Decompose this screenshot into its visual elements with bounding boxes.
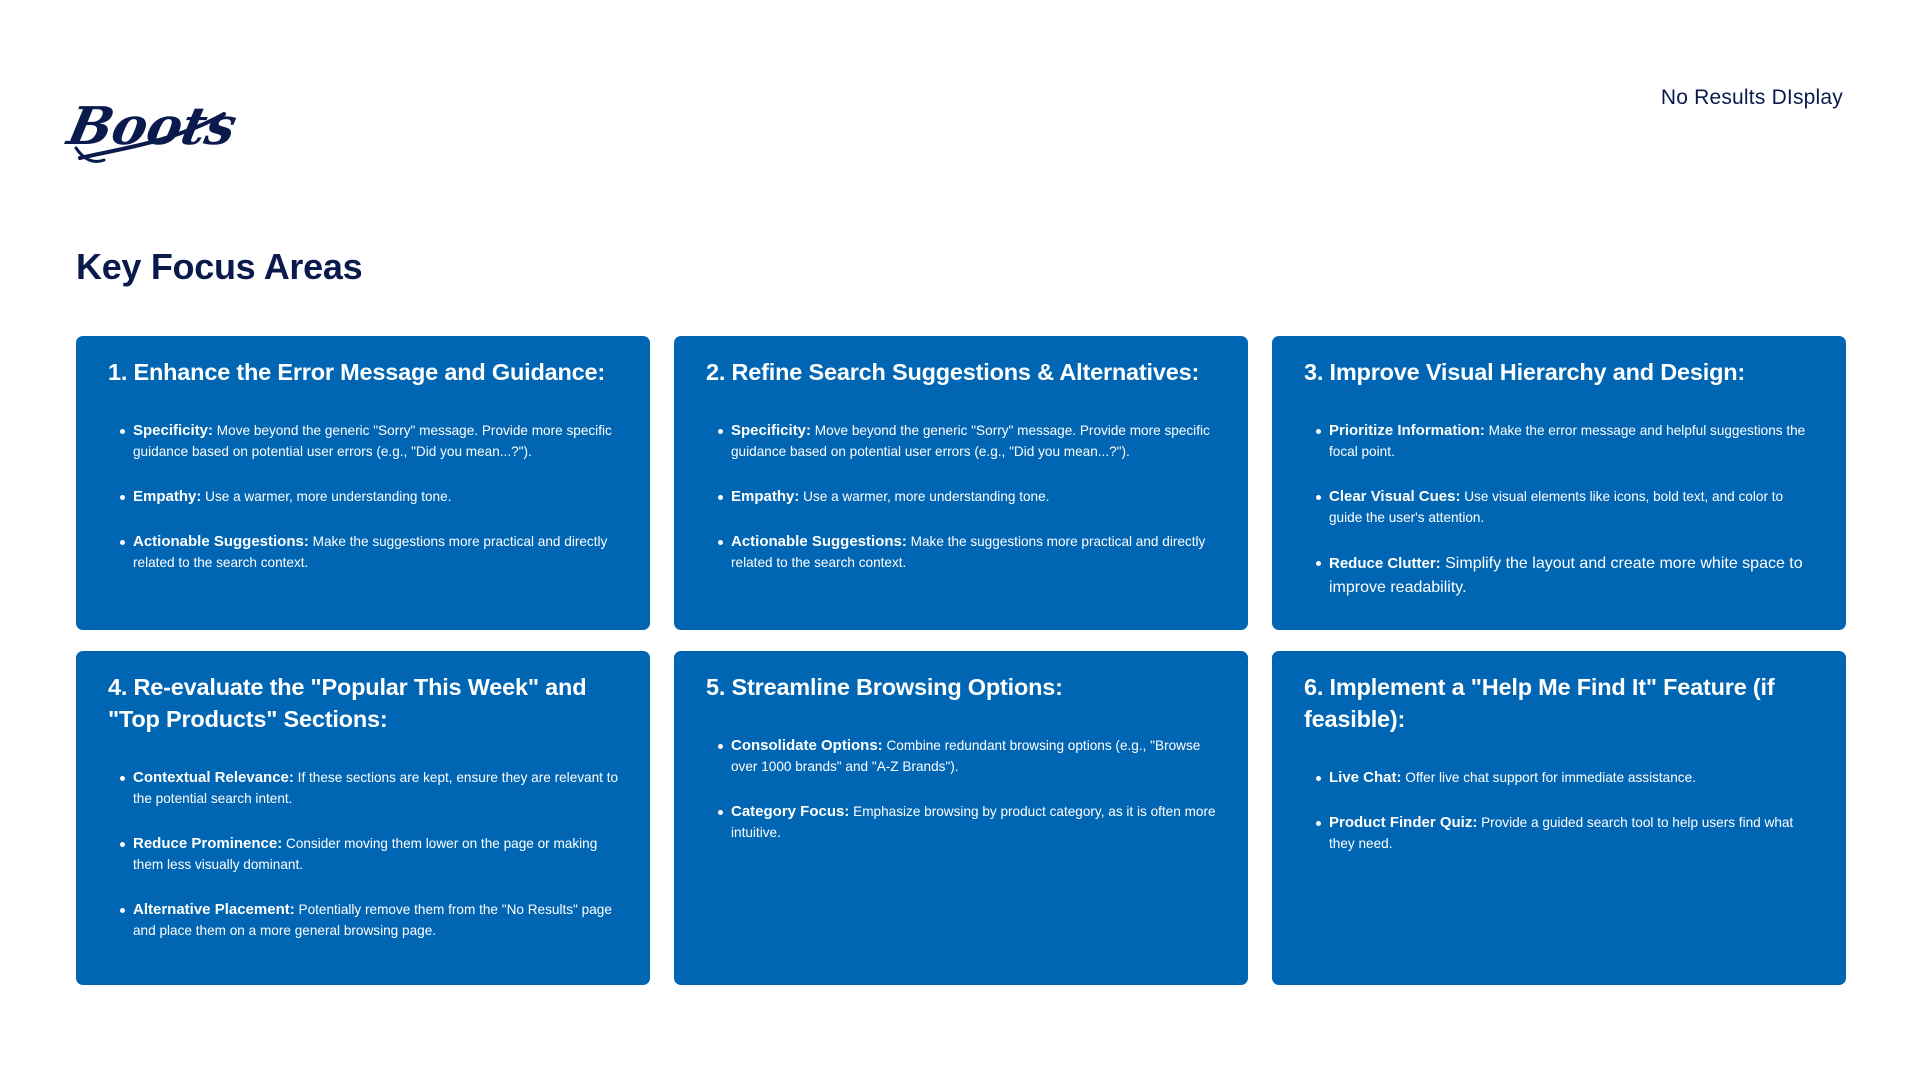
item-text: If these sections are kept, ensure they are relevant to the potential search intent. xyxy=(133,770,619,806)
card-title: 6. Implement a "Help Me Find It" Feature (if feasible): xyxy=(1304,674,1775,732)
list-item xyxy=(120,899,620,941)
item-lead: Reduce Prominence: xyxy=(133,835,283,852)
item-text: Offer live chat support for immediate assistance. xyxy=(1401,770,1696,785)
item-text: Move beyond the generic "Sorry" message. Provide more specific guidance based on potential user errors (e.g., "Did you mean...?"). xyxy=(731,423,1210,459)
item-lead: Actionable Suggestions: xyxy=(133,533,309,550)
svg-text:Boots: Boots xyxy=(62,96,242,157)
list-item xyxy=(718,420,1218,462)
list-item xyxy=(1316,486,1816,528)
item-text: Make the suggestions more practical and directly related to the search context. xyxy=(731,534,1206,570)
list-item xyxy=(120,531,620,573)
page-tag: No Results DIsplay xyxy=(1660,86,1843,109)
item-lead: Consolidate Options: xyxy=(731,737,883,754)
list-item xyxy=(718,486,1218,507)
list-item xyxy=(1316,552,1816,600)
card-list xyxy=(1304,767,1816,854)
item-lead: Contextual Relevance: xyxy=(133,769,294,786)
item-lead: Empathy: xyxy=(133,488,202,505)
list-item xyxy=(120,767,620,809)
list-item xyxy=(718,735,1218,777)
focus-card-2 xyxy=(674,336,1248,630)
item-lead: Empathy: xyxy=(731,488,800,505)
item-lead: Specificity: xyxy=(133,422,214,439)
list-item xyxy=(1316,767,1816,788)
focus-card-3 xyxy=(1272,336,1846,630)
list-item xyxy=(718,801,1218,843)
card-list xyxy=(108,420,620,573)
item-lead: Category Focus: xyxy=(731,803,850,820)
card-list xyxy=(1304,420,1816,600)
item-text: Make the suggestions more practical and directly related to the search context. xyxy=(133,534,608,570)
list-item xyxy=(718,531,1218,573)
list-item xyxy=(120,420,620,462)
item-text: Potentially remove them from the "No Results" page and place them on a more general browsing page. xyxy=(133,902,612,938)
item-text: Simplify the layout and create more white space to improve readability. xyxy=(1329,555,1803,596)
card-title: 3. Improve Visual Hierarchy and Design: xyxy=(1304,359,1746,385)
boots-logo xyxy=(62,84,242,168)
focus-card-4 xyxy=(76,651,650,985)
card-title: 1. Enhance the Error Message and Guidance: xyxy=(108,359,605,385)
item-text: Emphasize browsing by product category, as it is often more intuitive. xyxy=(731,804,1216,840)
item-lead: Alternative Placement: xyxy=(133,901,295,918)
item-text: Move beyond the generic "Sorry" message. Provide more specific guidance based on potential user errors (e.g., "Did you mean...?"). xyxy=(133,423,612,459)
list-item xyxy=(120,833,620,875)
list-item xyxy=(1316,420,1816,462)
item-lead: Product Finder Quiz: xyxy=(1329,814,1478,831)
card-list xyxy=(108,767,620,941)
card-title: 2. Refine Search Suggestions & Alternatives: xyxy=(706,359,1200,385)
item-lead: Reduce Clutter: xyxy=(1329,555,1441,572)
focus-card-5 xyxy=(674,651,1248,985)
item-text: Combine redundant browsing options (e.g., "Browse over 1000 brands" and "A-Z Brands"). xyxy=(731,738,1201,774)
item-text: Use a warmer, more understanding tone. xyxy=(799,489,1050,504)
item-lead: Clear Visual Cues: xyxy=(1329,488,1461,505)
card-title: 4. Re-evaluate the "Popular This Week" and "Top Products" Sections: xyxy=(108,674,587,732)
item-lead: Prioritize Information: xyxy=(1329,422,1485,439)
item-lead: Specificity: xyxy=(731,422,812,439)
page-title: Key Focus Areas xyxy=(76,246,363,287)
focus-areas-grid xyxy=(76,336,1846,985)
card-title: 5. Streamline Browsing Options: xyxy=(706,674,1063,700)
focus-card-1 xyxy=(76,336,650,630)
item-text: Provide a guided search tool to help users find what they need. xyxy=(1329,815,1794,851)
item-text: Make the error message and helpful suggestions the focal point. xyxy=(1329,423,1806,459)
card-list xyxy=(706,735,1218,843)
item-lead: Actionable Suggestions: xyxy=(731,533,907,550)
list-item xyxy=(1316,812,1816,854)
card-list xyxy=(706,420,1218,573)
item-text: Use a warmer, more understanding tone. xyxy=(201,489,452,504)
focus-card-6 xyxy=(1272,651,1846,985)
list-item xyxy=(120,486,620,507)
item-text: Use visual elements like icons, bold text, and color to guide the user's attention. xyxy=(1329,489,1784,525)
item-text: Consider moving them lower on the page or making them less visually dominant. xyxy=(133,836,598,872)
item-lead: Live Chat: xyxy=(1329,769,1402,786)
